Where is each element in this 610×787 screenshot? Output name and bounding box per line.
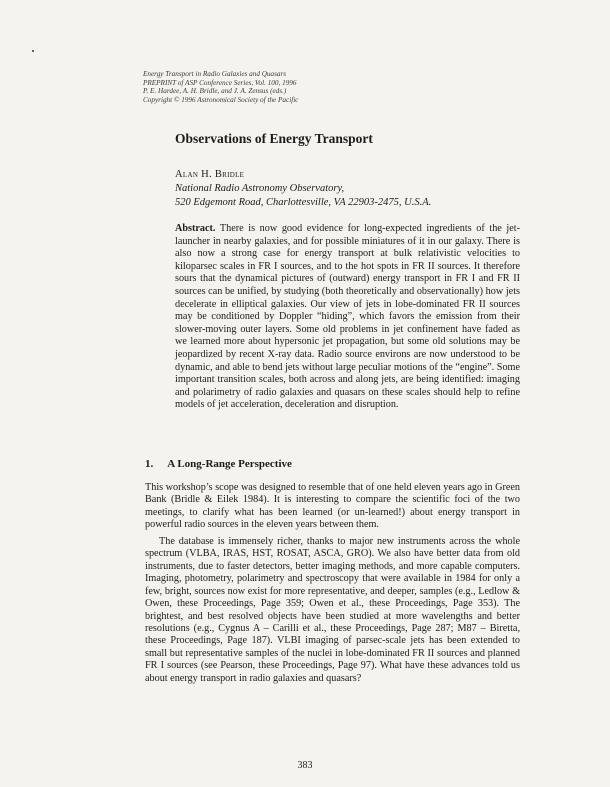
paragraph: This workshop’s scope was designed to resemble that of one held eleven years ago in Green Bank (Bridle & Eilek 1984). It is interesting to compare the scientific foci of the two meetings, to clarify what has been learned (or un-learned!) about energy transport in powerful radio sources in the eleven years between them. [145,482,520,531]
author-block [175,168,431,210]
section-title: A Long-Range Perspective [167,458,292,470]
header-line: Energy Transport in Radio Galaxies and Quasars [143,70,287,78]
conference-header [143,70,463,104]
header-line: Copyright © 1996 Astronomical Society of the Pacific [143,95,299,104]
paper-title: Observations of Energy Transport [175,131,373,146]
section-number: 1. [145,458,154,470]
abstract [175,223,520,412]
paragraph: The database is immensely richer, thanks to major new instruments across the whole spectrum (VLBA, IRAS, HST, ROSAT, ASCA, GRO). We also have better data from old instruments, due to faster detectors, better imaging methods, and more capable computers. Imaging, photometry, polarimetry and spectroscopy that were available in 1984 for only a few, bright, sources now exist for more representative, and deeper, samples (e.g., Ledlow & Owen, these Proceedings, Page 359; Owen et al., these Proceedings, Page 353). The brightest, and best resolved objects have been studied at more wavelengths and better resolutions (e.g., Cygnus A – Carilli et al., these Proceedings, Page 287; M87 – Biretta, these Proceedings, Page 187). VLBI imaging of parsec-scale jets has been extended to small but representative samples of the nuclei in lobe-dominated FR II sources and planned FR I sources (see Pearson, these Proceedings, Page 97). What have these advances told us about energy transport in radio galaxies and quasars? [145,535,520,684]
body-text [145,482,520,685]
scan-speck [32,50,34,52]
page-number: 383 [297,760,313,771]
affiliation-line: National Radio Astronomy Observatory, [175,183,345,194]
header-line: PREPRINT of ASP Conference Series, Vol. 100, 1996 [143,78,297,87]
abstract-text: There is now good evidence for long-expected ingredients of the jet-launcher in nearby galaxies, and for possible miniatures of it in our galaxy. There is also now a strong case for energy transport at bulk relativistic velocities to kiloparsec scales in FR I sources, and to the hot spots in FR II sources. It therefore sours that the dynamical pictures of (outward) energy transport in FR I and FR II sources can be unified, by studying (both theoretically and observationally) how jets decelerate in elliptical galaxies. Our view of jets in lobe-dominated FR II sources may be conditioned by Doppler “hiding”, which favors the emission from their slower-moving outer layers. Some old problems in jet confinement have faded as we learned more about hypersonic jet propagation, but some old solutions may be jeopardized by recent X-ray data. Radio source environs are now understood to be dynamic, and able to bend jets without large peculiar motions of the “engine”. Some important transition scales, both across and along jets, are being identified: imaging and polarimetry of radio galaxies and quasars on these scales should help to refine models of jet acceleration, deceleration and disruption. [175,223,520,411]
affiliation-line: 520 Edgemont Road, Charlottesville, VA 22903-2475, U.S.A. [175,197,432,208]
abstract-label: Abstract. [175,223,216,234]
author-name: Alan H. Bridle [175,169,245,180]
section-heading [145,458,292,470]
header-line: P. E. Hardee, A. H. Bridle, and J. A. Zensus (eds.) [143,87,287,96]
